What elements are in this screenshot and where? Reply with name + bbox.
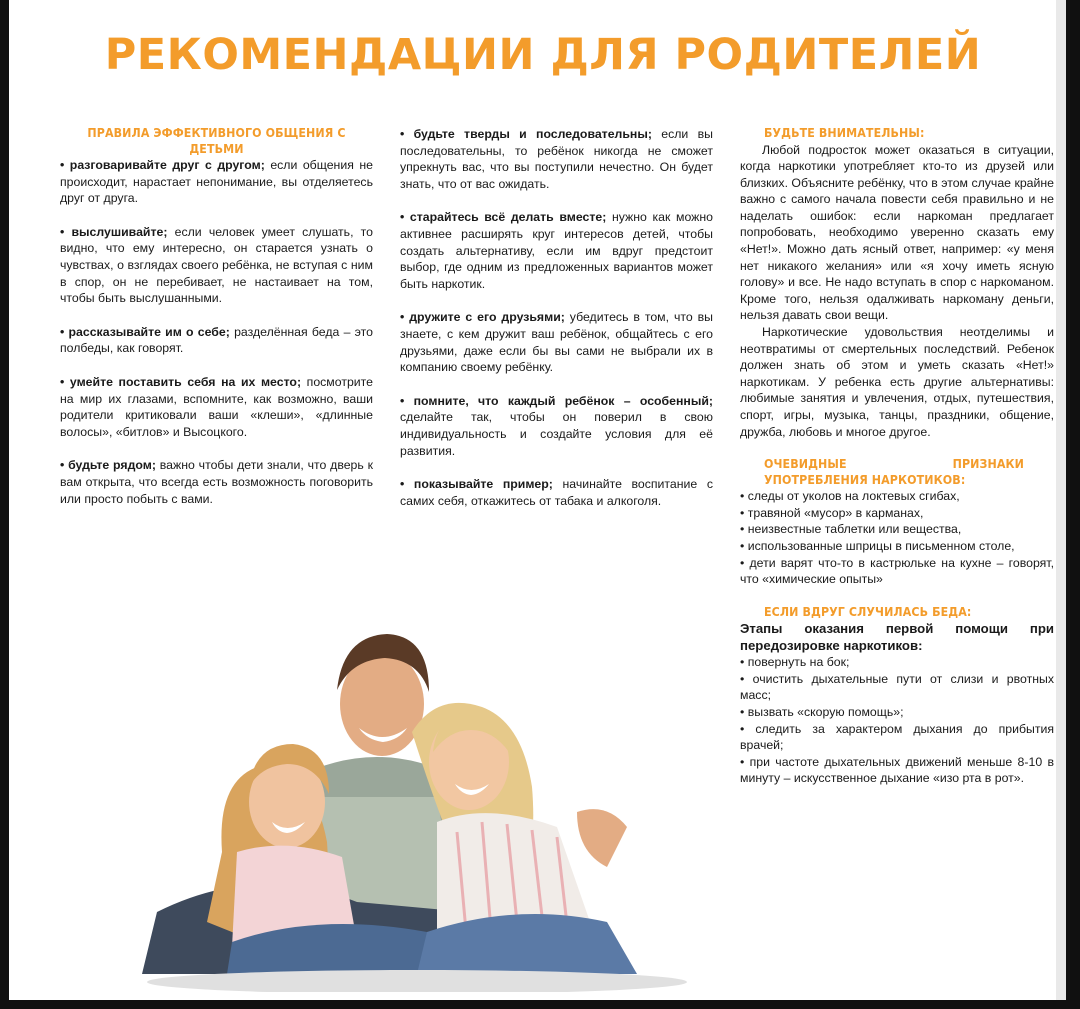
list-item: • следы от уколов на локтевых сгибах,	[740, 489, 960, 504]
list-item: • неизвестные таблетки или вещества,	[740, 522, 962, 537]
item-text: разделённая беда – это полбеды, как говорят.	[60, 324, 373, 356]
list-item	[400, 393, 713, 459]
list-item	[60, 157, 373, 207]
list-item	[60, 324, 373, 357]
list-item: • вызвать «скорую помощь»;	[740, 705, 904, 720]
page-frame-left	[0, 0, 9, 1009]
section-heading-emergency: ЕСЛИ ВДРУГ СЛУЧИЛАСЬ БЕДА:	[764, 604, 972, 619]
column-communication-rules	[60, 126, 373, 524]
list-item	[400, 476, 713, 509]
item-text: если общения не происходит, нарастает непонимание, вы отделяетесь друг от друга.	[60, 158, 373, 206]
item-lead: • умейте поставить себя на их место;	[60, 374, 302, 389]
signs-list	[740, 488, 1054, 588]
spacer	[740, 588, 1054, 600]
page-frame-bottom	[0, 1000, 1080, 1009]
column-parent-behavior	[400, 126, 713, 526]
list-item: • использованные шприцы в письменном столе,	[740, 538, 1015, 553]
item-text: сделайте так, чтобы он поверил в свою индивидуальность и создайте условия для её развития.	[400, 410, 713, 458]
list-item: • дети варят что-то в кастрюльке на кухне – говорят, что «химические опыты»	[740, 555, 1054, 587]
item-lead: • старайтесь всё делать вместе;	[400, 210, 607, 225]
item-lead: • дружите с его друзьями;	[400, 310, 565, 325]
list-item: • при частоте дыхательных движений меньше 8-10 в минуту – искусственное дыхание «изо рта в рот».	[740, 754, 1054, 786]
item-lead: • разговаривайте друг с другом;	[60, 158, 265, 172]
paragraph-attention: Любой подросток может оказаться в ситуации, когда наркотики употребляет кто-то из друзей или близких. Объясните ребёнку, что в этом случае крайне важно с самого начала повести себя правильно и не наделать ошибок: если наркоман предлагает попробовать, необходимо уверенно сказать ему «Нет!». Можно дать ясный ответ, например: «у меня нет никакого желания» или «я хочу иметь ясную голову» и все. Не надо вступать в спор с наркоманом. Кроме того, нельзя одалживать наркоману деньги, нельзя давать свои вещи.	[740, 142, 1054, 323]
column-attention	[740, 126, 1054, 787]
section-heading-signs: ОЧЕВИДНЫЕ ПРИЗНАКИ УПОТРЕБЛЕНИЯ НАРКОТИКОВ:	[764, 457, 1024, 487]
list-item	[400, 309, 713, 375]
item-text: если человек умеет слушать, то видно, что ему интересно, он старается узнать о чувствах, о взглядах своего ребёнка, не вступая с ним в спор, он не перебивает, не настаивает на том, чтобы быть выслушанными.	[60, 224, 374, 306]
list-item	[60, 224, 373, 307]
item-text: начинайте воспитание с самих себя, откажитесь от табака и алкоголя.	[400, 477, 713, 508]
section-heading-attention: БУДЬТЕ ВНИМАТЕЛЬНЫ:	[764, 126, 925, 140]
list-item: • травяной «мусор» в карманах,	[740, 505, 924, 520]
list-item	[400, 209, 713, 292]
item-lead: • выслушивайте;	[60, 224, 168, 239]
item-lead: • будьте тверды и последовательны;	[400, 127, 652, 141]
list-item: • очистить дыхательные пути от слизи и рвотных масс;	[740, 671, 1054, 703]
item-text: убедитесь в том, что вы знаете, с кем дружит ваш ребёнок, общайтесь с его друзьями, даже если бы вы сами не выбрали их в компанию своему ребёнку.	[400, 310, 713, 375]
item-lead: • помните, что каждый ребёнок – особенный;	[400, 393, 713, 408]
section-heading-communication: ПРАВИЛА ЭФФЕКТИВНОГО ОБЩЕНИЯ С ДЕТЬМИ	[87, 126, 346, 156]
item-text: важно чтобы дети знали, что дверь к вам открыта, что всегда есть возможность поговорить или просто побыть с вами.	[60, 458, 373, 506]
list-item: • повернуть на бок;	[740, 655, 850, 670]
page-frame-right	[1066, 0, 1080, 1009]
list-item: • следить за характером дыхания до прибытия врачей;	[740, 721, 1054, 753]
item-lead: • будьте рядом;	[60, 458, 156, 473]
item-lead: • показывайте пример;	[400, 477, 553, 492]
item-text: нужно как можно активнее расширять круг интересов детей, чтобы создать альтернативу, если им вдруг предстоит выбор, где одним из предложенных вариантов может быть наркотик.	[400, 210, 714, 291]
page-title: РЕКОМЕНДАЦИИ ДЛЯ РОДИТЕЛЕЙ	[104, 30, 982, 80]
list-item	[60, 374, 373, 440]
emergency-subheading: Этапы оказания первой помощи при передозировке наркотиков:	[740, 621, 1054, 654]
item-lead: • рассказывайте им о себе;	[60, 324, 230, 339]
list-item	[400, 126, 713, 192]
page-frame-right-margin	[1056, 0, 1066, 1009]
item-text: посмотрите на мир их глазами, вспомните, как возможно, ваши родители критиковали ваши «клеши», «длинные волосы», «битлов» и Высоцкого.	[60, 374, 373, 439]
list-item	[60, 457, 373, 507]
item-text: если вы последовательны, то ребёнок никогда не сможет упрекнуть вас, что вы поступили нечестно. Он будет знать, что от вас ожидать.	[400, 127, 713, 191]
first-aid-steps	[740, 654, 1054, 787]
paragraph-consequences: Наркотические удовольствия неотделимы и неотвратимы от смертельных последствий. Ребенок должен знать об этом и уметь сказать «Нет!» наркотикам. У ребенка есть другие альтернативы: любимые занятия и увлечения, отдых, путешествия, спорт, игры, музыка, танцы, праздники, общение, дружба, любовь и многое другое.	[740, 325, 1054, 439]
family-photo	[137, 612, 697, 992]
